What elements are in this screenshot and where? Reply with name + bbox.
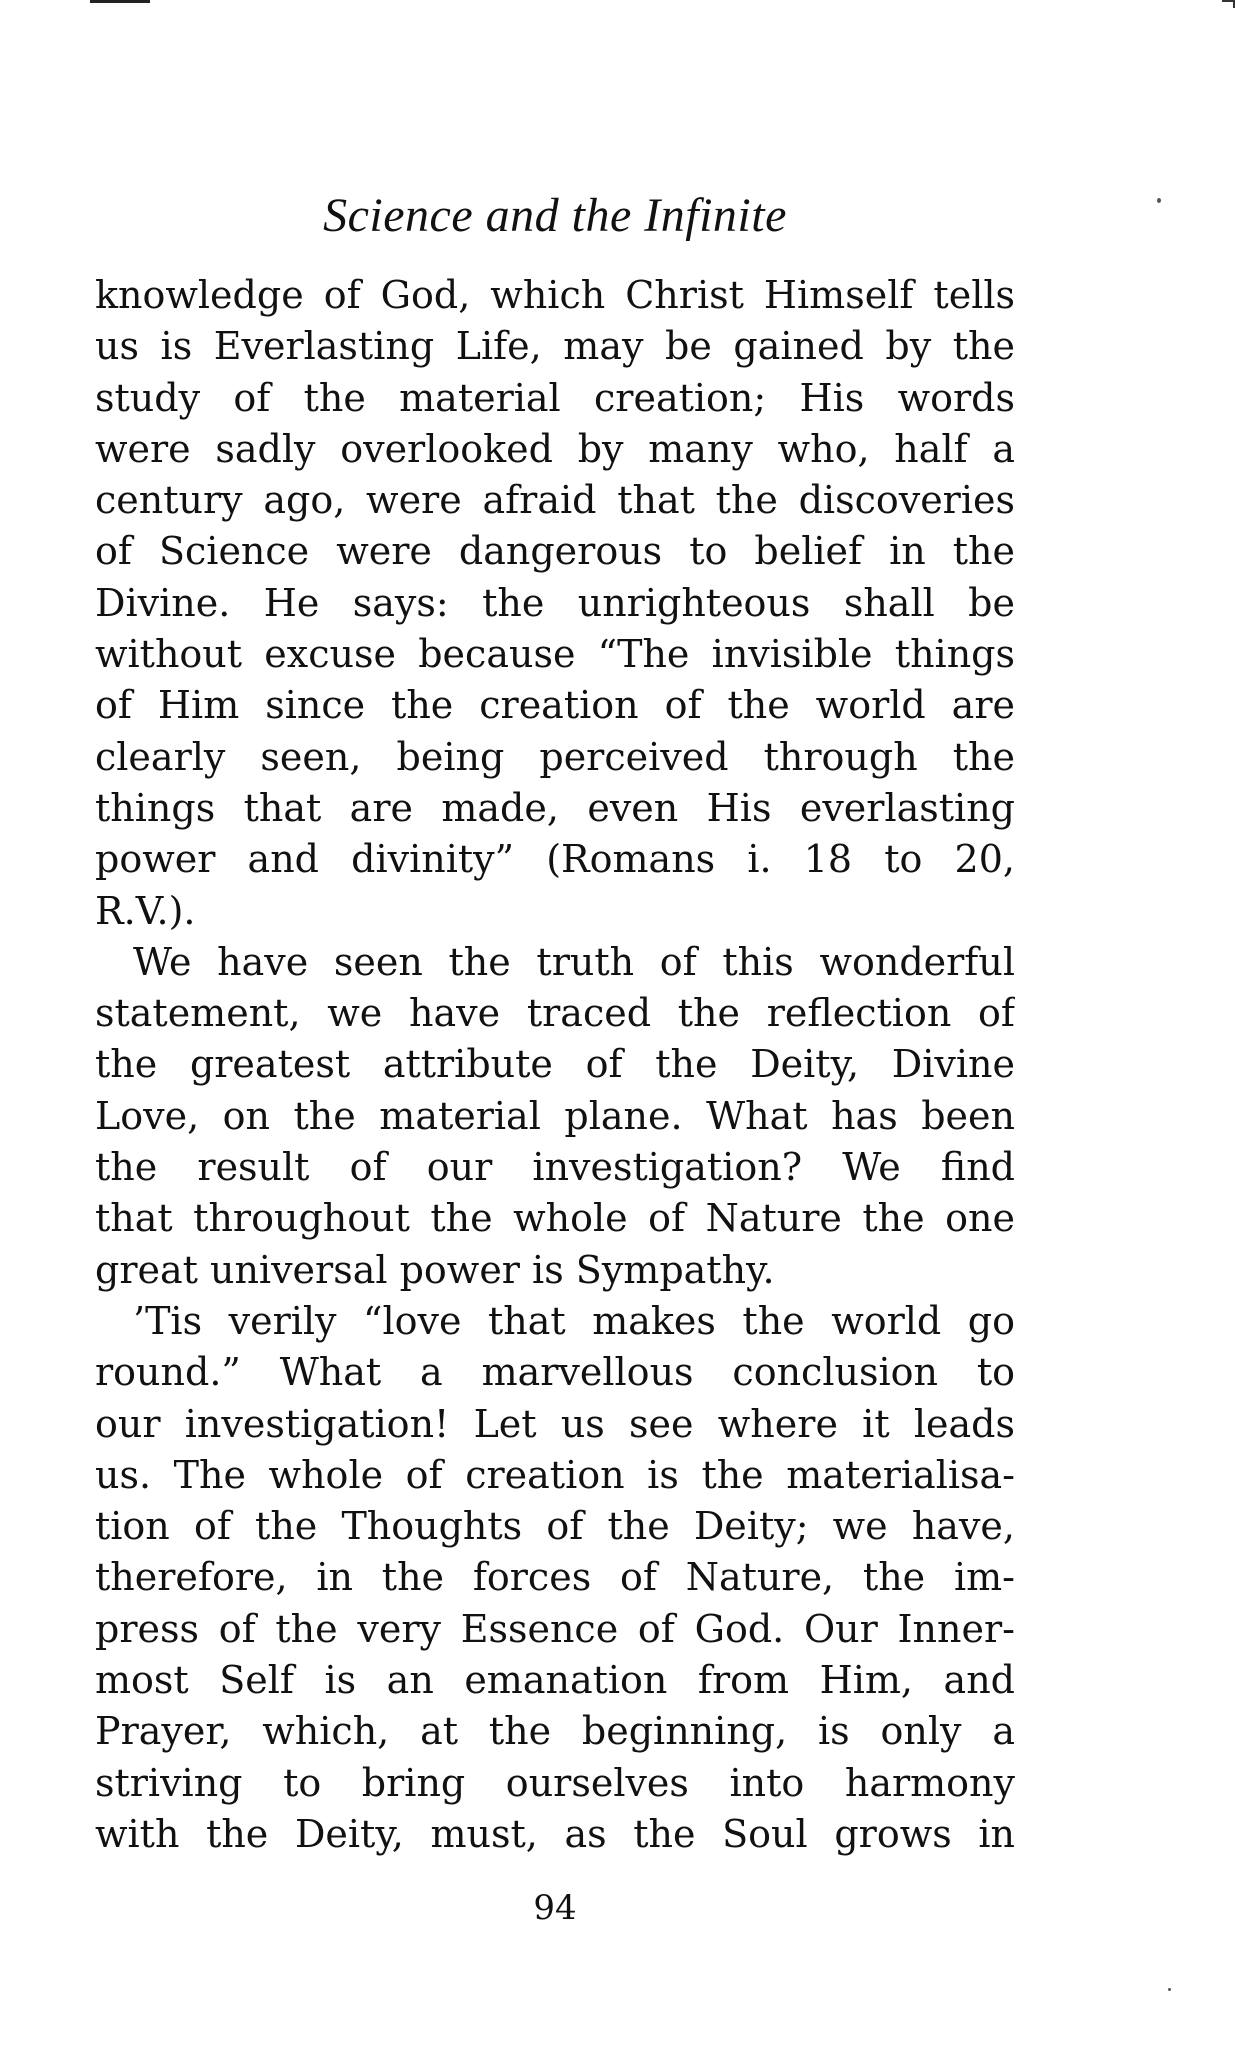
text-line: therefore, in the forces of Nature, the im- — [95, 1555, 1015, 1600]
text-line: Love, on the material plane. What has been — [95, 1093, 1015, 1138]
text-line: of Science were dangerous to belief in the — [95, 529, 1015, 574]
scan-corner-mark — [1222, 0, 1235, 8]
text-line: that throughout the whole of Nature the one — [95, 1196, 1015, 1241]
text-line: ’Tis verily “love that makes the world go — [133, 1298, 1015, 1343]
text-line: were sadly overlooked by many who, half a — [95, 426, 1015, 471]
scan-edge-mark — [90, 0, 150, 3]
text-line: Prayer, which, at the beginning, is only a — [95, 1709, 1015, 1754]
text-line: press of the very Essence of God. Our Inner- — [95, 1606, 1015, 1651]
text-line: power and divinity” (Romans i. 18 to 20, — [95, 837, 1015, 882]
body-text — [95, 270, 1015, 1860]
text-line: striving to bring ourselves into harmony — [95, 1760, 1015, 1805]
text-line: round.” What a marvellous conclusion to — [95, 1350, 1015, 1395]
text-line: with the Deity, must, as the Soul grows in — [95, 1811, 1015, 1856]
text-line: of Him since the creation of the world are — [95, 683, 1015, 728]
scan-speck — [1168, 1988, 1171, 1991]
text-line: study of the material creation; His words — [95, 375, 1015, 420]
text-line: statement, we have traced the reflection of — [95, 991, 1015, 1036]
text-line: our investigation! Let us see where it leads — [95, 1401, 1015, 1446]
running-head: Science and the Infinite — [323, 189, 787, 242]
text-line: things that are made, even His everlasting — [95, 785, 1015, 830]
page-number: 94 — [533, 1888, 577, 1928]
text-line: without excuse because “The invisible things — [95, 632, 1015, 677]
text-line: We have seen the truth of this wonderful — [133, 939, 1015, 984]
text-line: clearly seen, being perceived through the — [95, 734, 1015, 779]
text-line: tion of the Thoughts of the Deity; we have, — [95, 1504, 1015, 1549]
text-line: most Self is an emanation from Him, and — [95, 1658, 1015, 1703]
text-line: great universal power is Sympathy. — [95, 1247, 775, 1292]
text-line: Divine. He says: the unrighteous shall be — [95, 580, 1015, 625]
text-line: century ago, were afraid that the discoveries — [95, 478, 1015, 523]
text-line: us. The whole of creation is the materialisa- — [95, 1452, 1015, 1497]
text-line: R.V.). — [95, 888, 196, 933]
scan-speck — [1157, 198, 1161, 203]
text-line: the result of our investigation? We find — [95, 1145, 1015, 1190]
text-line: knowledge of God, which Christ Himself tells — [95, 273, 1015, 317]
text-line: the greatest attribute of the Deity, Divine — [95, 1042, 1015, 1087]
text-line: us is Everlasting Life, may be gained by the — [95, 324, 1015, 369]
